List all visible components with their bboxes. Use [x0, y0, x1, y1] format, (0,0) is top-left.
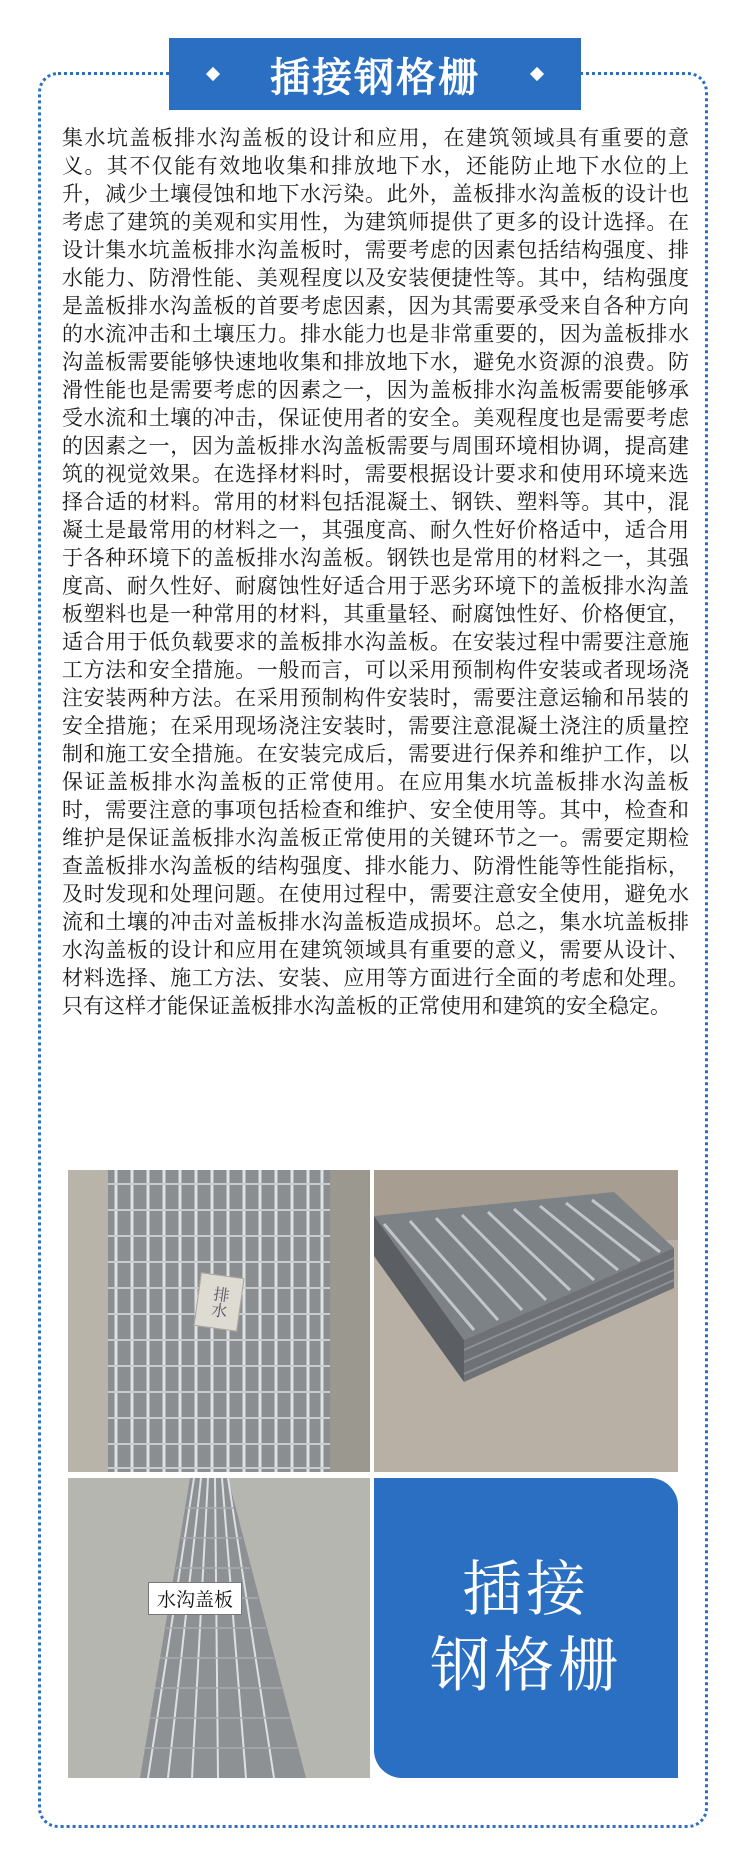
article-body: 集水坑盖板排水沟盖板的设计和应用，在建筑领域具有重要的意义。其不仅能有效地收集和排放地下水，还能防止地下水位的上升，减少土壤侵蚀和地下水污染。此外，盖板排水沟盖板的设计也考虑了建筑的美观和实用性，为建筑师提供了更多的设计选择。在设计集水坑盖板排水沟盖板时，需要考虑的因素包括结构强度、排水能力、防滑性能、美观程度以及安装便捷性等。其中，结构强度是盖板排水沟盖板的首要考虑因素，因为其需要承受来自各种方向的水流冲击和土壤压力。排水能力也是非常重要的，因为盖板排水沟盖板需要能够快速地收集和排放地下水，避免水资源的浪费。防滑性能也是需要考虑的因素之一，因为盖板排水沟盖板需要能够承受水流和土壤的冲击，保证使用者的安全。美观程度也是需要考虑的因素之一，因为盖板排水沟盖板需要与周围环境相协调，提高建筑的视觉效果。在选择材料时，需要根据设计要求和使用环境来选择合适的材料。常用的材料包括混凝土、钢铁、塑料等。其中，混凝土是最常用的材料之一，其强度高、耐久性好价格适中，适合用于各种环境下的盖板排水沟盖板。钢铁也是常用的材料之一，其强度高、耐久性好、耐腐蚀性好适合用于恶劣环境下的盖板排水沟盖板塑料也是一种常用的材料，其重量轻、耐腐蚀性好、价格便宜，适合用于低负载要求的盖板排水沟盖板。在安装过程中需要注意施工方法和安全措施。一般而言，可以采用预制构件安装或者现场浇注安装两种方法。在采用预制构件安装时，需要注意运输和吊装的安全措施；在采用现场浇注安装时，需要注意混凝土浇注的质量控制和施工安全措施。在安装完成后，需要进行保养和维护工作，以保证盖板排水沟盖板的正常使用。在应用集水坑盖板排水沟盖板时，需要注意的事项包括检查和维护、安全使用等。其中，检查和维护是保证盖板排水沟盖板正常使用的关键环节之一。需要定期检查盖板排水沟盖板的结构强度、排水能力、防滑性能等性能指标，及时发现和处理问题。在使用过程中，需要注意安全使用，避免水流和土壤的冲击对盖板排水沟盖板造成损坏。总之，集水坑盖板排水沟盖板的设计和应用在建筑领域具有重要的意义，需要从设计、材料选择、施工方法、安装、应用等方面进行全面的考虑和处理。只有这样才能保证盖板排水沟盖板的正常使用和建筑的安全稳定。 [62, 126, 689, 1018]
diamond-left-icon [206, 67, 220, 81]
page-title: 插接钢格栅 [270, 54, 480, 101]
product-name-tile [374, 1478, 678, 1778]
photo-trench-cover [68, 1478, 370, 1778]
photo-stacked-gratings [374, 1170, 678, 1472]
tile-line-1: 插接 [462, 1555, 590, 1625]
tile-line-2: 钢格栅 [430, 1631, 622, 1701]
drain-plate-label: 排水 [193, 1272, 244, 1332]
diamond-right-icon [530, 67, 544, 81]
stacked-gratings-illustration [374, 1170, 678, 1472]
trench-cover-label: 水沟盖板 [148, 1582, 242, 1615]
trench-cover-illustration [68, 1478, 370, 1778]
title-banner [169, 38, 581, 110]
